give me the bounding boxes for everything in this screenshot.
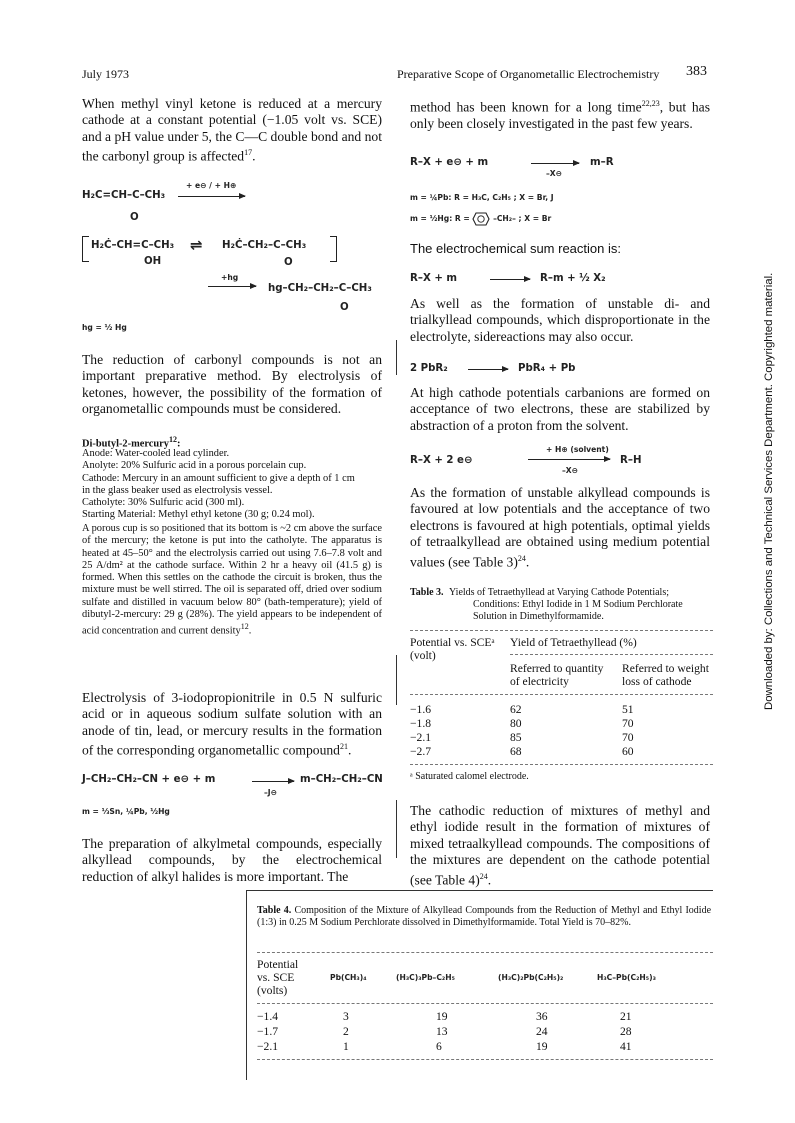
table-row: 70 — [622, 717, 634, 730]
nitrile-arrow — [252, 781, 294, 782]
left-paragraph-3: Electrolysis of 3-iodopropionitrile in 0.5 N sulfuric acid or in aqueous sodium sulfate solution with an anode of tin, lead, or mercury results in the formation of the corresponding organometallic compound$^{21}$. — [82, 690, 382, 758]
table-row: 85 — [510, 731, 522, 744]
table-4-top-rule — [257, 952, 713, 953]
table-row: 24 — [536, 1025, 548, 1038]
carbanion-reactants: R–X + 2 e⊖ — [410, 455, 473, 466]
table-3-sub2-header: Referred to weight loss of cathode — [622, 662, 709, 688]
enol-oh: OH — [144, 256, 162, 267]
table-3-col2-header: Yield of Tetraethyllead (%) — [510, 636, 637, 649]
table-3-col1-header: Potential vs. SCEᵃ (volt) — [410, 636, 495, 662]
table-row: 3 — [343, 1010, 349, 1023]
column-divider-bottom — [396, 800, 397, 858]
equilibrium-arrow: ⇌ — [190, 236, 203, 254]
sum-products: R–m + ½ X₂ — [540, 273, 606, 284]
table-row: 60 — [622, 745, 634, 758]
alkyl-product: m–R — [590, 157, 614, 168]
table-row: 51 — [622, 703, 634, 716]
table-row: 19 — [436, 1010, 448, 1023]
disproportionation-arrow — [468, 369, 508, 370]
table-3-mid-rule — [510, 654, 713, 655]
table-row: 28 — [620, 1025, 632, 1038]
experimental-conditions: Anode: Water-cooled lead cylinder. Anolyte: 20% Sulfuric acid in a porous porcelain cup. Cathode: Mercury in an amount sufficient to give a depth of 1 cm in the glass beaker used as electrolysis vessel. Catholyte: 30% Sulfuric acid (300 ml). Starting Material: Methyl ethyl ketone (30 g; 0.24 mol). — [82, 448, 355, 521]
table-row: 41 — [620, 1040, 632, 1053]
table-4-header-tetramethyl: Pb(CH₃)₄ — [330, 973, 367, 982]
page-number: 383 — [686, 64, 707, 79]
table-row: 19 — [536, 1040, 548, 1053]
carbanion-arrow — [528, 459, 610, 460]
carbanion-condition-top: + H⊕ (solvent) — [546, 445, 609, 454]
table-row: 2 — [343, 1025, 349, 1038]
table-row: −2.7 — [410, 745, 432, 758]
left-paragraph-2: The reduction of carbonyl compounds is not an important preparative method. By electrolysis of ketones, however, the possibility of the formation of organometallic compounds must be considered. — [82, 352, 382, 417]
table-4-bottom-rule — [257, 1059, 713, 1060]
table-4-header-trimethylethyl: (H₃C)₃Pb–C₂H₅ — [396, 973, 455, 982]
right-paragraph-1: method has been known for a long time$^{22,23}$, but has only been closely investigated in the past few years. — [410, 99, 711, 131]
table-3-caption: Yields of Tetraethyllead at Varying Cathode Potentials; Conditions: Ethyl Iodide in 1 M Sodium Perchlorate Solution in Dimethylformamide. — [449, 587, 683, 622]
left-paragraph-1: When methyl vinyl ketone is reduced at a mercury cathode at a constant potential (−1.05 volt vs. SCE) and a pH value under 5, the C—C double bond and not the carbonyl group is affected$^{17}$. — [82, 96, 382, 164]
experimental-procedure: A porous cup is so positioned that its bottom is ~2 cm above the surface of the mercury; the ketone is put into the catholyte. The apparatus is heated at 45–50° and the electrolysis carried out using 7.6–7.8 volt and 25 A/dm² at the cathode surface. Within 2 hr a heavy oil (41.5 g) is formed. When this settles on the cathode the circuit is broken, thus the mixture must be well stirred. The oil is separated off, dried over sodium sulfate and distilled in vacuum below 80° (bath-temperature); yield of dibutyl-2-mercury: 29 g (28%). The yield appears to be independent of acid concentration and current density$^{12}$. — [82, 523, 382, 637]
table-4-potential-header: Potential vs. SCE (volts) — [257, 958, 299, 997]
alkyl-condition: –X⊖ — [546, 169, 563, 178]
table-3-bottom-rule — [410, 764, 713, 765]
reactant-carbonyl-o: O — [130, 212, 139, 223]
table-3-footnote: ᵃ Saturated calomel electrode. — [410, 771, 529, 782]
table-3-sub1-header: Referred to quantity of electricity — [510, 662, 604, 688]
table-row: −1.8 — [410, 717, 432, 730]
nitrile-condition: –J⊖ — [264, 788, 277, 797]
table-row: −2.1 — [410, 731, 432, 744]
enol-form: H₂Ċ–CH=C–CH₃ — [91, 240, 175, 251]
metal-definition: m = ⅓Sn, ¼Pb, ½Hg — [82, 807, 170, 816]
sum-reactants: R–X + m — [410, 273, 458, 284]
table-row: −1.7 — [257, 1025, 279, 1038]
carbanion-condition-bottom: –X⊖ — [562, 466, 579, 475]
table-3-label: Table 3. — [410, 587, 444, 598]
table-row: 80 — [510, 717, 522, 730]
nitrile-product: m–CH₂–CH₂–CN — [300, 774, 383, 785]
benzene-ring-icon — [472, 212, 490, 226]
table-4-caption: Table 4. Composition of the Mixture of Alkyllead Compounds from the Reduction of Methyl and Ethyl Iodide (1:3) in 0.25 M Sodium Perchlorate dissolved in Dimethylformamide. Total Yield is 70–82%. — [257, 905, 712, 928]
reactant: H₂C=CH–C–CH₃ — [82, 190, 166, 201]
running-title: Preparative Scope of Organometallic Electrochemistry — [397, 67, 660, 81]
left-paragraph-4: The preparation of alkylmetal compounds, especially alkyllead compounds, by the electrochemical reduction of alkyl halides is more important. The — [82, 836, 382, 884]
table-4-header-methyltriethyl: H₃C–Pb(C₂H₅)₃ — [597, 973, 656, 982]
alkyl-arrow — [531, 163, 579, 164]
product-o: O — [340, 302, 349, 313]
hg-arrow — [208, 286, 256, 287]
bracket-right — [330, 236, 337, 262]
table-row: −1.4 — [257, 1010, 279, 1023]
right-paragraph-5: As the formation of unstable alkyllead compounds is favoured at low potentials and the acceptance of two electrons is favoured at high potentials, optimal yields of tetraalkyllead are obtained using medium potential values (see Table 3)$^{24}$. — [410, 485, 710, 570]
right-paragraph-2: The electrochemical sum reaction is: — [410, 241, 621, 256]
table-row: 1 — [343, 1040, 349, 1053]
nitrile-reactants: J–CH₂–CH₂–CN + e⊖ + m — [82, 774, 216, 785]
mercury-definition: m = ½Hg: R = –CH₂– ; X = Br — [410, 212, 551, 226]
table-4-header-dimethyldiethyl: (H₃C)₂Pb(C₂H₅)₂ — [498, 973, 564, 982]
download-notice: Downloaded by: Collections and Technical Services Department. Copyrighted material. — [763, 272, 775, 710]
hg-condition: +hg — [221, 273, 239, 282]
right-paragraph-4: At high cathode potentials carbanions are formed on acceptance of two electrons, these are stabilized by abstraction of a proton from the solvent. — [410, 385, 710, 433]
table-row: 68 — [510, 745, 522, 758]
right-paragraph-3: As well as the formation of unstable di- and trialkyllead compounds, which disproportionate in the electrolyte, sidereactions may also occur. — [410, 296, 710, 344]
hg-definition: hg = ½ Hg — [82, 323, 127, 332]
disproportionation-products: PbR₄ + Pb — [518, 363, 576, 374]
experimental-title: Di-butyl-2-mercury$^{12}$: — [82, 435, 181, 450]
keto-o: O — [284, 257, 293, 268]
table-4-frame-left — [246, 890, 247, 1080]
reaction-arrow — [178, 196, 245, 197]
column-divider — [396, 340, 397, 375]
table-row: 13 — [436, 1025, 448, 1038]
reaction-condition: + e⊖ / + H⊕ — [186, 181, 237, 190]
table-row: 6 — [436, 1040, 442, 1053]
bracket-left — [82, 236, 89, 262]
sum-arrow — [490, 279, 530, 280]
lead-definition: m = ¼Pb: R = H₃C, C₂H₅ ; X = Br, J — [410, 193, 554, 202]
table-row: 36 — [536, 1010, 548, 1023]
column-divider-lower — [396, 655, 397, 705]
table-3-top-rule — [410, 630, 713, 631]
keto-form: H₂Ċ–CH₂–C–CH₃ — [222, 240, 307, 251]
table-4-frame-top — [246, 890, 713, 891]
right-paragraph-6: The cathodic reduction of mixtures of methyl and ethyl iodide result in the formation of mixtures of mixed tetraalkyllead compounds. The compositions of the mixtures are dependent on the cathode potential (see Table 4)$^{24}$. — [410, 803, 710, 888]
table-row: 21 — [620, 1010, 632, 1023]
table-row: 70 — [622, 731, 634, 744]
table-3-header-rule — [410, 694, 713, 695]
table-4-header-rule — [257, 1003, 713, 1004]
table-row: 62 — [510, 703, 522, 716]
disproportionation-reactant: 2 PbR₂ — [410, 363, 448, 374]
table-row: −2.1 — [257, 1040, 279, 1053]
carbanion-product: R–H — [620, 455, 642, 466]
organomercury-product: hg–CH₂–CH₂–C–CH₃ — [268, 283, 372, 294]
running-date: July 1973 — [82, 67, 130, 81]
alkyl-halide-reactants: R–X + e⊖ + m — [410, 157, 489, 168]
table-row: −1.6 — [410, 703, 432, 716]
